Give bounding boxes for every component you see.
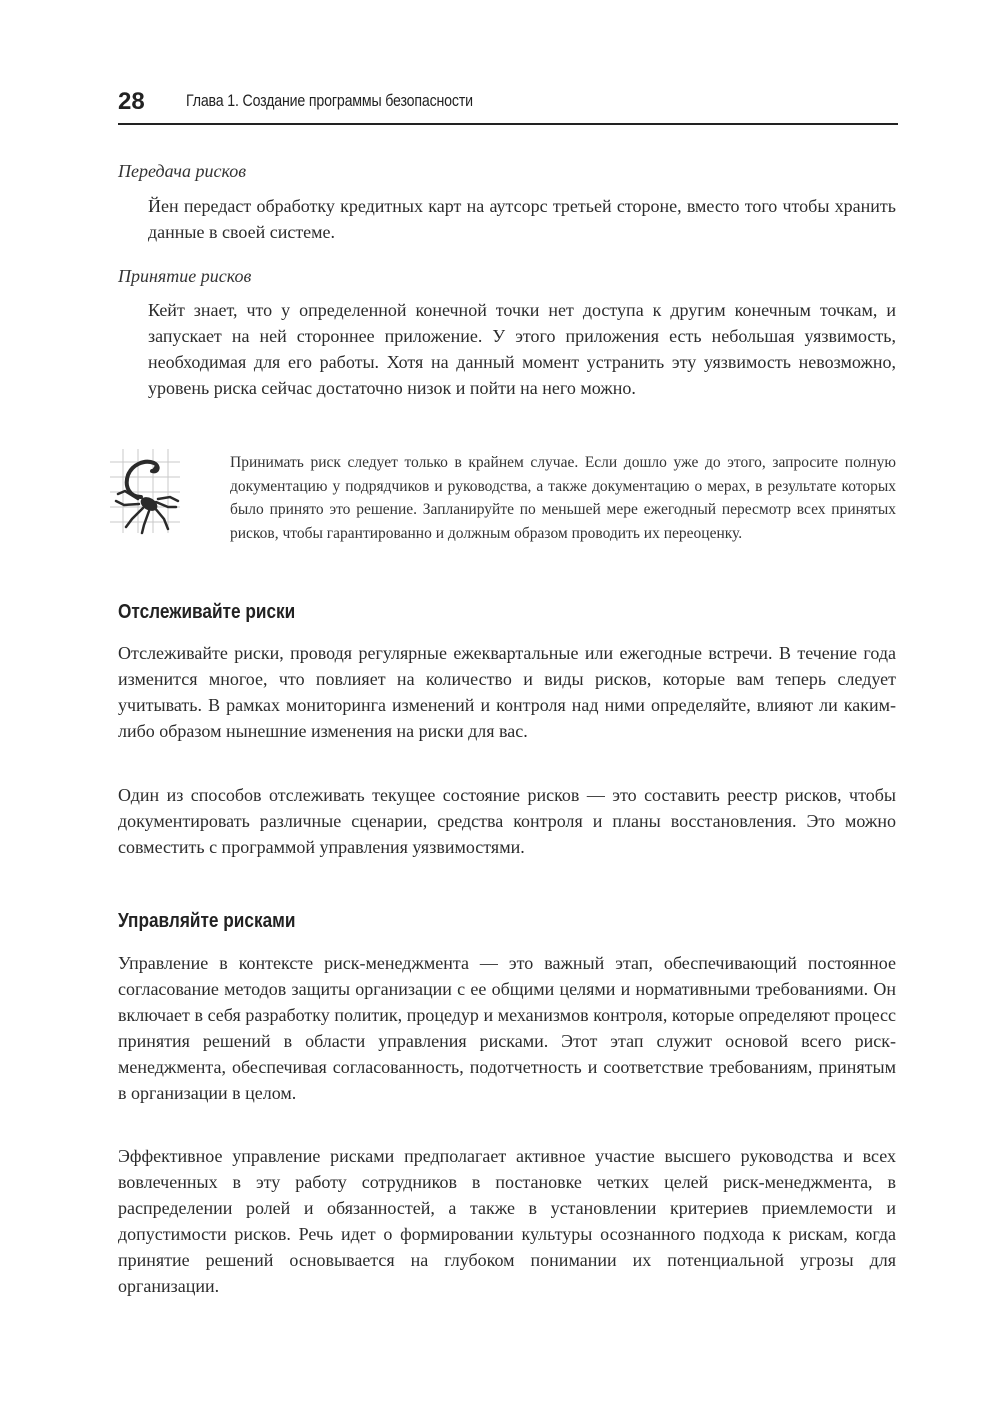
note-text: Принимать риск следует только в крайнем случае. Если дошло уже до этого, запросите полную документацию у подрядчиков и руководства, а также документацию о мерах, в результате которых было принято это решение. Запланируйте по меньшей мере ежегодный пересмотр всех принятых рисков, чтобы гарантированно и должным образом проводить их переоценку. (230, 454, 896, 542)
term-risk-transfer: Передача рисков (118, 161, 247, 181)
scorpion-icon (108, 447, 182, 535)
definition-risk-acceptance: Кейт знает, что у определенной конечной точки нет доступа к другим конечным точкам, и запускает на ней стороннее приложение. У этого приложения есть небольшая уязвимость, необходимая для его работы. Хотя на данный момент устранить эту уязвимость невозможно, уровень риска сейчас достаточно низок и пойти на него можно. (148, 300, 896, 398)
header-divider (118, 123, 898, 125)
running-header (118, 86, 898, 122)
section-heading-track-risks: Отслеживайте риски (118, 600, 296, 623)
chapter-title: Глава 1. Создание программы безопасности (186, 92, 473, 110)
paragraph-manage-risks-2: Эффективное управление рисками предполагает активное участие высшего руководства и всех вовлеченных в эту работу сотрудников в постановке четких целей риск-менеджмента, в распределении ролей и обязанностей, а также в установлении критериев приемлемости и допустимости рисков. Речь идет о формировании культуры осознанного подхода к рискам, когда принятие решений основывается на глубоком понимании их потенциальной угрозы для организации. (118, 1146, 896, 1296)
term-risk-acceptance: Принятие рисков (118, 266, 252, 286)
paragraph-track-risks-2: Один из способов отслеживать текущее состояние рисков — это составить реестр рисков, чтобы документировать различные сценарии, средства контроля и планы восстановления. Это можно совместить с программой управления уязвимостями. (118, 785, 896, 857)
definition-risk-transfer: Йен передаст обработку кредитных карт на аутсорс третьей стороне, вместо того чтобы хранить данные в своей системе. (148, 196, 896, 242)
page-number: 28 (118, 88, 145, 115)
section-heading-manage-risks: Управляйте рисками (118, 909, 296, 932)
paragraph-track-risks-1: Отслеживайте риски, проводя регулярные ежеквартальные или ежегодные встречи. В течение года изменится многое, что повлияет на количество и виды рисков, которые вам теперь следует учитывать. В рамках мониторинга изменений и контроля над ними определяйте, влияют ли каким-либо образом нынешние изменения на риски для вас. (118, 643, 896, 741)
paragraph-manage-risks-1: Управление в контексте риск-менеджмента — это важный этап, обеспечивающий постоянное согласование методов защиты организации с ее общими целями и нормативными требованиями. Он включает в себя разработку политик, процедур и механизмов контроля, которые определяют процесс принятия решений в области управления рисками. Этот этап служит основой всего риск-менеджмента, обеспечивая согласованность, подотчетность и соответствие требованиям, принятым в организации в целом. (118, 953, 896, 1103)
